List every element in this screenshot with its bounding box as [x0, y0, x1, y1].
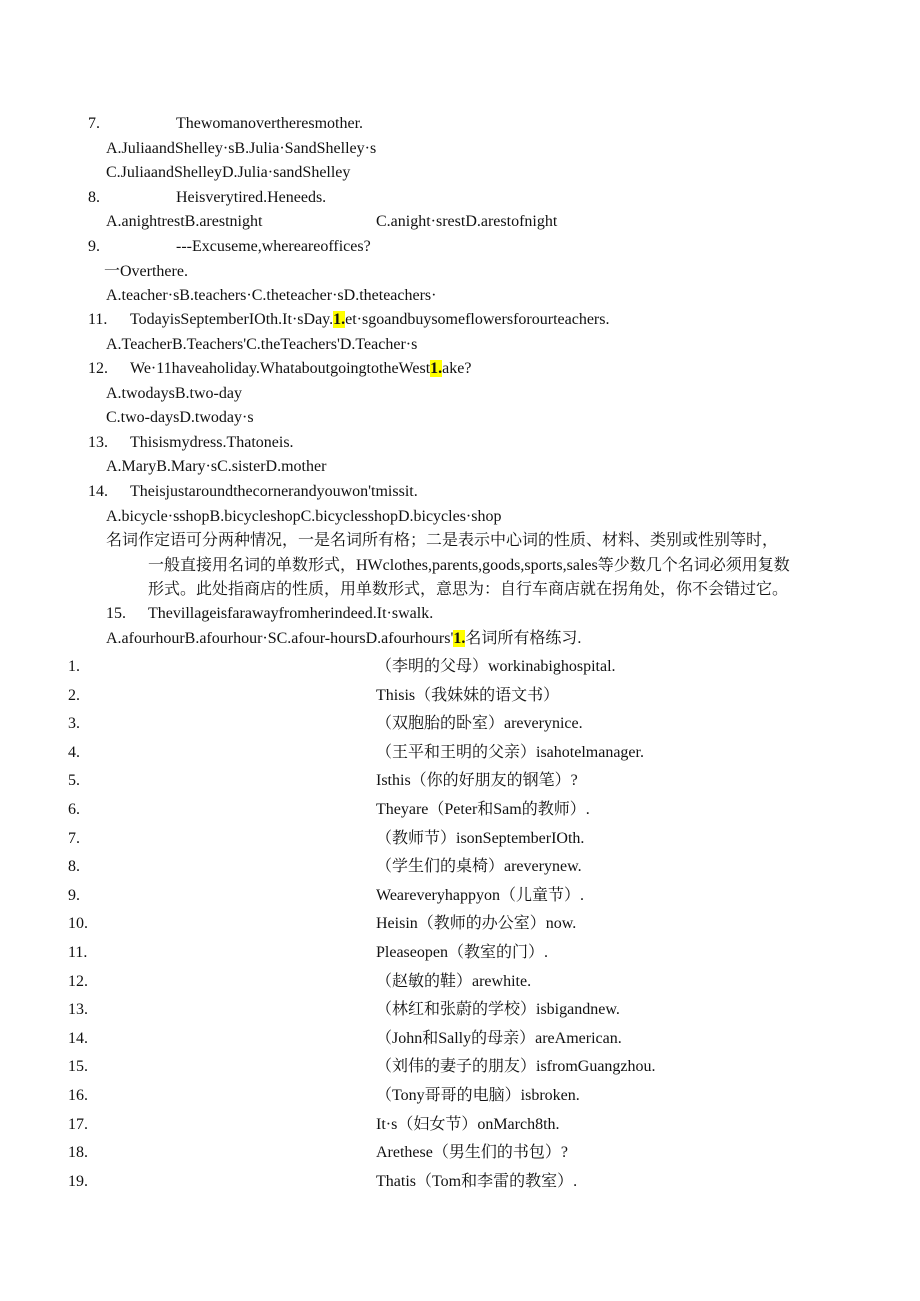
practice-number: 3.	[68, 715, 80, 732]
q8-number: 8.	[88, 189, 100, 206]
q15-stem: Thevillageisfarawayfromherindeed.It·swalk.	[148, 605, 434, 622]
practice-item: Pleaseopen（教室的门）.	[376, 944, 548, 961]
q14-options: A.bicycle·sshopB.bicycleshopC.bicyclesshopD.bicycles·shop	[106, 508, 502, 525]
q9-stem: ---Excuseme,whereareoffices?	[176, 238, 371, 255]
q9-options: A.teacher·sB.teachers·C.theteacher·sD.theteachers·	[106, 287, 437, 304]
q12-options-ab: A.twodaysB.two-day	[106, 385, 242, 402]
practice-number: 18.	[68, 1144, 88, 1161]
q8-options-ab: A.anightrestB.arestnight	[106, 213, 263, 230]
practice-item: （刘伟的妻子的朋友）isfromGuangzhou.	[376, 1058, 656, 1075]
q9-number: 9.	[88, 238, 100, 255]
q8-stem: Heisverytired.Heneeds.	[176, 189, 327, 206]
q15-number: 15.	[106, 605, 126, 622]
q12-stem-post: ake?	[442, 360, 472, 377]
q8-options-cd: C.anight·srestD.arestofnight	[376, 213, 558, 230]
q9-reply: 一Overthere.	[104, 263, 188, 280]
section-heading: 名词所有格练习.	[465, 630, 582, 647]
q14-note-line2: 一般直接用名词的单数形式，HWclothes,parents,goods,sports,sales等少数几个名词必须用复数	[148, 557, 790, 574]
q13-options: A.MaryB.Mary·sC.sisterD.mother	[106, 458, 327, 475]
practice-item: Heisin（教师的办公室）now.	[376, 915, 577, 932]
q12-options-cd: C.two-daysD.twoday·s	[106, 409, 254, 426]
practice-item: （赵敏的鞋）arewhite.	[376, 973, 532, 990]
practice-item: （John和Sally的母亲）areAmerican.	[376, 1030, 622, 1047]
q15-highlight: 1.	[453, 630, 466, 647]
q7-options-ab: A.JuliaandShelley·sB.Julia·SandShelley·s	[106, 140, 377, 157]
practice-item: （双胞胎的卧室）areverynice.	[376, 715, 583, 732]
q11-stem-pre: TodayisSeptemberIOth.It·sDay.	[130, 311, 334, 328]
practice-item: Isthis（你的好朋友的钢笔）?	[376, 772, 578, 789]
practice-number: 5.	[68, 772, 80, 789]
q14-stem: Theisjustaroundthecornerandyouwon'tmissit.	[130, 483, 418, 500]
practice-item: （李明的父母）workinabighospital.	[376, 658, 616, 675]
practice-item: Thisis（我妹妹的语文书）	[376, 687, 560, 704]
practice-item: It·s（妇女节）onMarch8th.	[376, 1116, 560, 1133]
practice-number: 12.	[68, 973, 88, 990]
practice-item: （林红和张蔚的学校）isbigandnew.	[376, 1001, 620, 1018]
practice-number: 9.	[68, 887, 80, 904]
practice-number: 8.	[68, 858, 80, 875]
practice-number: 13.	[68, 1001, 88, 1018]
q7-number: 7.	[88, 115, 100, 132]
practice-number: 14.	[68, 1030, 88, 1047]
practice-item: （王平和王明的父亲）isahotelmanager.	[376, 744, 644, 761]
practice-item: Weareveryhappyon（儿童节）.	[376, 887, 584, 904]
practice-item: Thatis（Tom和李雷的教室）.	[376, 1173, 578, 1190]
practice-item: Theyare（Peter和Sam的教师）.	[376, 801, 590, 818]
practice-number: 2.	[68, 687, 80, 704]
practice-number: 16.	[68, 1087, 88, 1104]
q7-options-cd: C.JuliaandShelleyD.Julia·sandShelley	[106, 164, 351, 181]
practice-item: （教师节）isonSeptemberIOth.	[376, 830, 585, 847]
q14-number: 14.	[88, 483, 108, 500]
q12-stem-pre: We·11haveaholiday.WhataboutgoingtotheWest	[130, 360, 431, 377]
q12-stem	[130, 359, 471, 379]
q11-options: A.TeacherB.Teachers'C.theTeachers'D.Teacher·s	[106, 336, 418, 353]
q14-note-line1: 名词作定语可分两种情况，一是名词所有格；二是表示中心词的性质、材料、类别或性别等时，	[106, 532, 779, 549]
practice-number: 15.	[68, 1058, 88, 1075]
practice-item: （Tony哥哥的电脑）isbroken.	[376, 1087, 580, 1104]
q15-options	[106, 629, 581, 649]
q11-stem	[130, 310, 609, 330]
q12-number: 12.	[88, 360, 108, 377]
q11-stem-post: et·sgoandbuysomeflowersforourteachers.	[345, 311, 610, 328]
practice-number: 1.	[68, 658, 80, 675]
practice-number: 11.	[68, 944, 88, 961]
q13-number: 13.	[88, 434, 108, 451]
q15-options-text: A.afourhourB.afourhour·SC.afour-hoursD.afourhours'	[106, 630, 454, 647]
q12-highlight: 1.	[430, 360, 443, 377]
q11-number: 11.	[88, 311, 108, 328]
q14-note-line3: 形式。此处指商店的性质，用单数形式，意思为：自行车商店就在拐角处，你不会错过它。	[148, 581, 789, 598]
q7-stem: Thewomanovertheresmother.	[176, 115, 364, 132]
practice-item: Arethese（男生们的书包）?	[376, 1144, 568, 1161]
practice-number: 4.	[68, 744, 80, 761]
q13-stem: Thisismydress.Thatoneis.	[130, 434, 294, 451]
practice-number: 17.	[68, 1116, 88, 1133]
practice-number: 7.	[68, 830, 80, 847]
q11-highlight: 1.	[333, 311, 346, 328]
practice-number: 19.	[68, 1173, 88, 1190]
practice-number: 10.	[68, 915, 88, 932]
practice-number: 6.	[68, 801, 80, 818]
practice-item: （学生们的桌椅）areverynew.	[376, 858, 582, 875]
